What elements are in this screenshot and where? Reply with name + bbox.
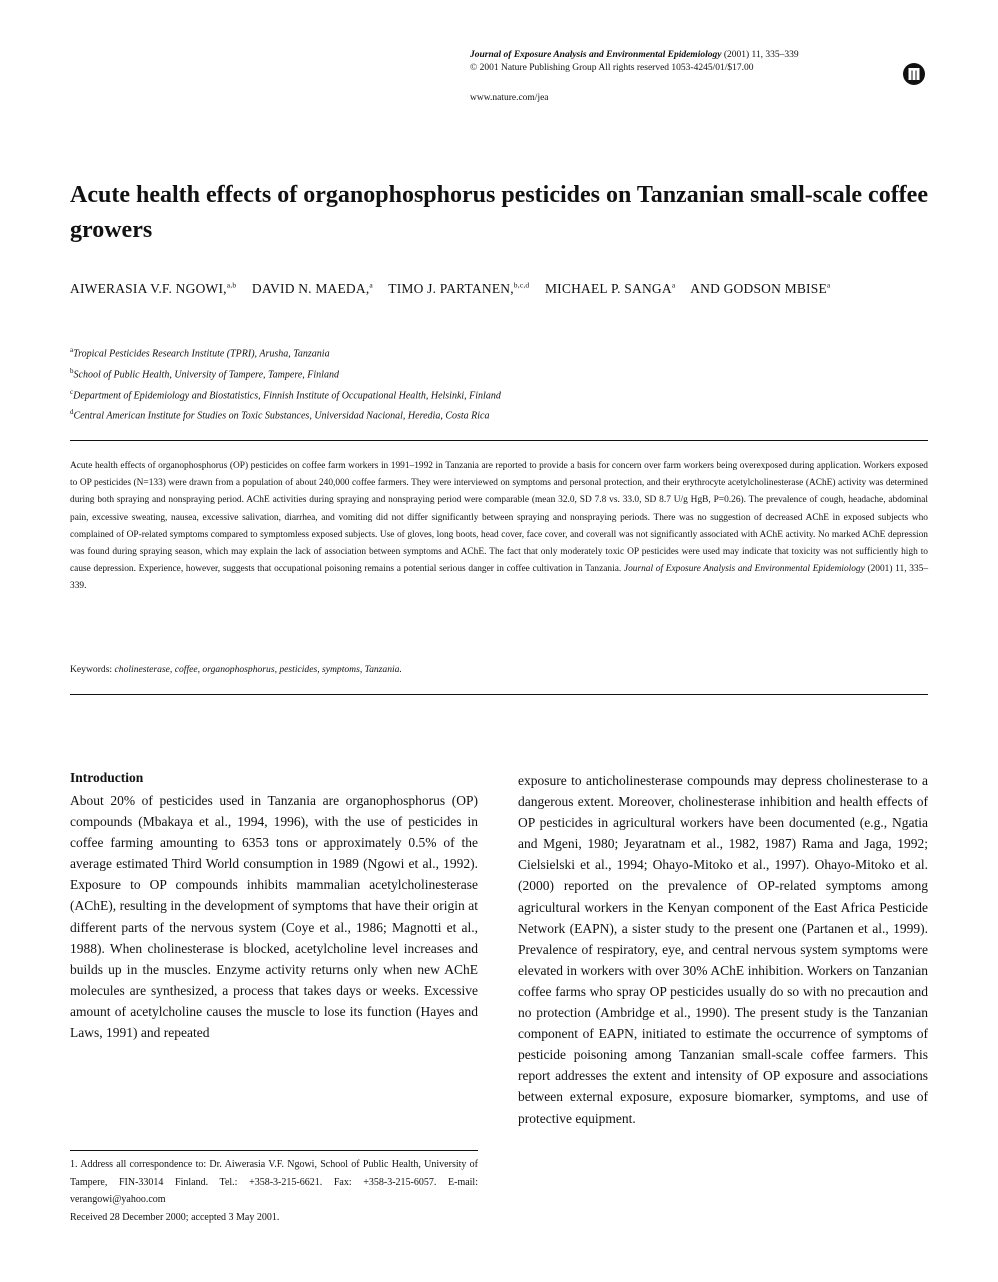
keywords-list: cholinesterase, coffee, organophosphorus, pesticides, symptoms, Tanzania. — [114, 664, 402, 675]
author: TIMO J. PARTANEN,$^{b,c,d}$ — [388, 280, 530, 296]
copyright-line: © 2001 Nature Publishing Group All rights reserved 1053-4245/01/$17.00 — [470, 63, 754, 73]
keywords-label: Keywords: — [70, 664, 113, 675]
journal-name: Journal of Exposure Analysis and Environmental Epidemiology — [470, 50, 722, 60]
footnote-rule — [70, 1150, 478, 1151]
abstract-top-rule — [70, 440, 928, 441]
footnote — [70, 1156, 478, 1226]
body-column-right: exposure to anticholinesterase compounds may depress cholinesterase to a dangerous extent. Moreover, cholinesterase inhibition and health effects of OP pesticides in agricultural workers have been documented (e.g., Ngatia and Mgeni, 1980; Jeyaratnam et al., 1982, 1987) Rama and Jaga, 1992; Cielsielski et al., 1994; Ohayo-Mitoko et al., 1997). Ohayo-Mitoko et al. (2000) reported on the prevalence of OP-related symptoms among agricultural workers in the Kenyan component of the East Africa Pesticide Network (EAPN), a sister study to the present one (Partanen et al., 1999). Prevalence of respiratory, eye, and central nervous system symptoms were elevated in workers with over 30% AChE inhibition. Workers on Tanzanian coffee farms who spray OP pesticides usually do so with no precaution and no protection (Ambridge et al., 1990). The present study is the Tanzanian component of EAPN, initiated to estimate the occurrence of symptoms of pesticide poisoning among Tanzanian small-scale coffee farmers. This report addresses the extent and intensity of OP exposure and associations between external exposure, exposure biomarker, symptoms, and use of protective equipment. — [518, 773, 928, 1126]
keywords — [70, 664, 928, 675]
affiliation: $^d$Central American Institute for Studies on Toxic Substances, Universidad Nacional, Heredia, Costa Rica — [70, 408, 490, 422]
affiliation: $^c$Department of Epidemiology and Biostatistics, Finnish Institute of Occupational Health, Helsinki, Finland — [70, 387, 501, 401]
abstract-citation: Journal of Exposure Analysis and Environmental Epidemiology — [623, 564, 865, 575]
abstract — [70, 458, 928, 596]
author: MICHAEL P. SANGA$^a$ — [544, 280, 676, 296]
section-heading: Introduction — [70, 770, 144, 785]
abstract-bottom-rule — [70, 694, 928, 695]
journal-citation-line — [470, 49, 930, 62]
affiliation-list — [70, 342, 930, 425]
correspondence-note: 1. Address all correspondence to: Dr. Aiwerasia V.F. Ngowi, School of Public Health, University of Tampere, FIN-33014 Finland. Tel.: +358-3-215-6621. Fax: +358-3-215-6057. E-mail: verangowi@yahoo.com — [70, 1159, 478, 1205]
abstract-citation-tail: (2001) 11, 335–339. — [70, 564, 929, 592]
author: AND GODSON MBISE$^a$ — [690, 280, 831, 296]
author: AIWERASIA V.F. NGOWI,$^{a,b}$ — [70, 280, 237, 296]
affiliation: $^a$Tropical Pesticides Research Institute (TPRI), Arusha, Tanzania — [70, 346, 330, 360]
abstract-text: Acute health effects of organophosphorus (OP) pesticides on coffee farm workers in 1991–1992 in Tanzania are reported to provide a basis for concern over farm workers being overexposed during application. Workers exposed to OP pesticides (N=133) were drawn from a population of about 240,000 coffee farmers. They were interviewed on symptoms and personal protection, and their erythrocyte acetylcholinesterase (AChE) activity was determined during both spraying and nonspraying period. AChE activities during spraying and nonspraying period were comparable (mean 32.0, SD 7.8 vs. 33.0, SD 8.7 U/g HgB, P=0.26). The prevalence of cough, headache, abdominal pain, excessive sweating, nausea, excessive salivation, diarrhea, and vomiting did not differ significantly between spraying and nonspraying periods. There was no suggestion of decreased AChE in exposed subjects who complained of OP-related symptoms compared to symptomless exposed subjects. Use of gloves, long boots, head cover, face cover, and coverall was not significantly associated with AChE activity. No marked AChE depression was found during spraying season, which may explain the lack of association between symptoms and AChE. The fact that only moderately toxic OP pesticides were used may indicate that toxicity was not sufficiently high to cause depression. Experience, however, suggests that occupational poisoning remains a potential serious danger in coffee cultivation in Tanzania. — [70, 461, 928, 575]
affiliation: $^b$School of Public Health, University of Tampere, Tampere, Finland — [70, 366, 339, 381]
journal-header — [470, 49, 930, 75]
journal-volume: (2001) 11, 335–339 — [721, 50, 799, 60]
author: DAVID N. MAEDA,$^a$ — [251, 280, 373, 296]
article-title: Acute health effects of organophosphorus pesticides on Tanzanian small-scale coffee growers — [70, 182, 928, 243]
author-list — [70, 274, 930, 299]
body-column-left: About 20% of pesticides used in Tanzania are organophosphorus (OP) compounds (Mbakaya et al., 1994, 1996), with the use of pesticides in coffee farming amounting to 6353 tons or approximately 0.5% of the average estimated Third World consumption in 1989 (Ngowi et al., 1992). Exposure to OP compounds inhibits mammalian acetylcholinesterase (AChE), resulting in the development of symptoms that have their origin at different parts of the nervous system (Coye et al., 1986; Magnotti et al., 1988). When cholinesterase is blocked, acetylcholine level increases and builds up in the muscles. Enzyme activity returns only when new AChE molecules are synthesized, a process that takes days or weeks. Excessive amount of acetylcholine causes the muscle to lose its function (Hayes and Laws, 1991) and repeated — [70, 793, 478, 1041]
publisher-logo-icon — [902, 62, 926, 86]
received-date: Received 28 December 2000; accepted 3 May 2001. — [70, 1211, 280, 1223]
journal-url[interactable]: www.nature.com/jea — [470, 93, 549, 103]
